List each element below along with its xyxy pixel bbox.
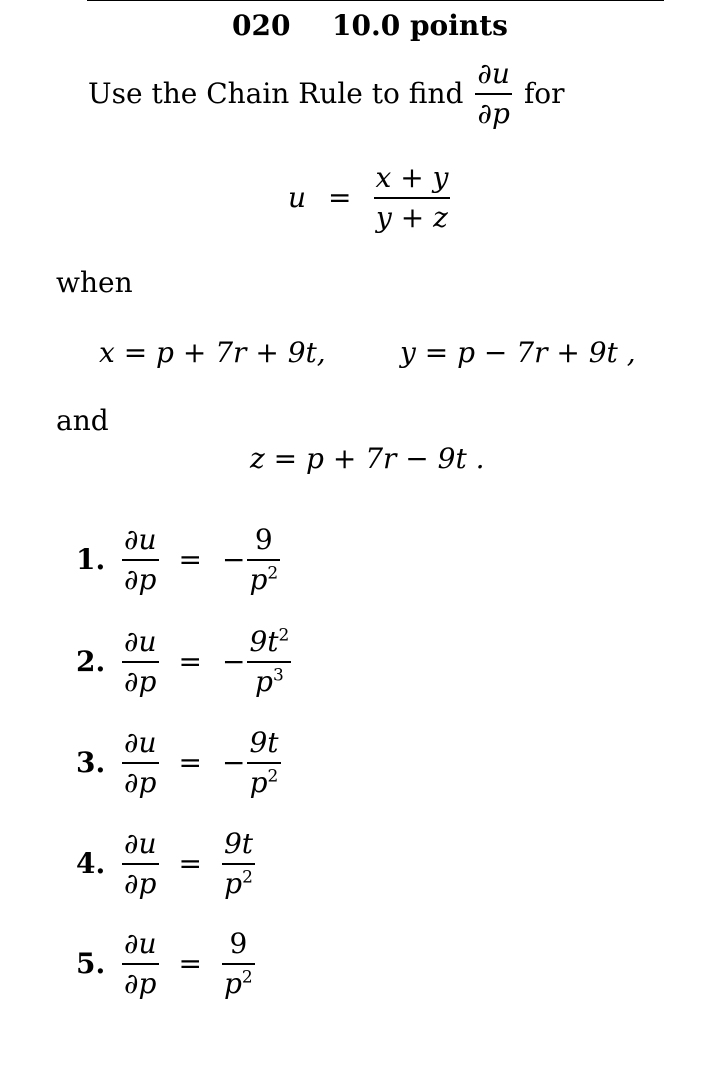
choice-equals: = xyxy=(178,947,202,981)
fraction-bar xyxy=(122,661,159,663)
when-label: when xyxy=(56,266,133,299)
choice-derivative-denominator: ∂p xyxy=(124,562,157,596)
prompt-text: Use the Chain Rule to find xyxy=(88,77,464,111)
z-definition: z = p + 7r − 9t . xyxy=(250,442,485,475)
choice-answer-numerator: 9 xyxy=(254,523,273,556)
function-fraction xyxy=(374,162,451,234)
choice-answer-numerator xyxy=(247,626,291,658)
x-definition: x = p + 7r + 9t, xyxy=(99,336,326,369)
y-definition: y = p − 7r + 9t , xyxy=(400,336,636,369)
choice-answer-denominator xyxy=(247,564,280,596)
choice-answer-denominator xyxy=(253,666,286,698)
choice-derivative-denominator: ∂p xyxy=(124,765,157,799)
choice-derivative-numerator: ∂u xyxy=(124,927,157,960)
fraction-bar xyxy=(222,963,255,965)
fraction-bar xyxy=(247,559,280,561)
den-exponent: 3 xyxy=(272,665,284,686)
choice-answer xyxy=(247,727,280,799)
choice-derivative-numerator: ∂u xyxy=(124,523,157,556)
num-base: 9t xyxy=(249,625,279,658)
choice-equals: = xyxy=(178,746,202,780)
fraction-bar xyxy=(475,93,512,95)
choice-derivative-denominator: ∂p xyxy=(124,664,157,698)
num-exponent: 2 xyxy=(278,625,290,646)
question-number: 020 xyxy=(232,9,291,42)
question-points: 10.0 points xyxy=(332,9,508,42)
choice-item[interactable] xyxy=(76,828,255,900)
fraction-bar xyxy=(247,661,291,663)
choice-number: 2. xyxy=(76,645,106,679)
choice-answer-numerator: 9t xyxy=(223,827,254,860)
fraction-bar xyxy=(374,197,451,199)
choice-derivative xyxy=(122,626,159,698)
choice-number: 3. xyxy=(76,746,106,780)
choice-answer xyxy=(222,928,255,1000)
choice-equals: = xyxy=(178,847,202,881)
fraction-bar xyxy=(247,762,280,764)
prompt-line xyxy=(88,58,565,130)
fraction-bar xyxy=(122,559,159,561)
choice-answer-denominator xyxy=(222,968,255,1000)
fraction-bar xyxy=(222,863,255,865)
den-base: p xyxy=(255,664,273,698)
choice-item[interactable] xyxy=(76,928,255,1000)
function-definition xyxy=(288,162,450,234)
den-base: p xyxy=(223,966,242,1000)
den-exponent: 2 xyxy=(267,563,279,584)
choice-derivative-numerator: ∂u xyxy=(124,726,157,759)
prompt-for: for xyxy=(523,77,565,111)
function-numerator: x + y xyxy=(375,161,449,194)
choice-item[interactable] xyxy=(76,727,281,799)
choice-derivative-numerator: ∂u xyxy=(124,625,157,658)
prompt-derivative xyxy=(475,58,512,130)
choice-derivative-denominator: ∂p xyxy=(124,866,157,900)
choice-sign: − xyxy=(221,746,246,780)
choice-answer-numerator: 9 xyxy=(229,927,248,960)
choice-answer xyxy=(247,524,280,596)
choice-sign: − xyxy=(221,645,246,679)
prompt-derivative-numerator: ∂u xyxy=(477,57,510,90)
choice-answer-numerator: 9t xyxy=(249,726,279,759)
choice-answer xyxy=(247,626,291,698)
choice-derivative-numerator: ∂u xyxy=(124,827,157,860)
choice-item[interactable] xyxy=(76,626,291,698)
den-base: p xyxy=(249,562,268,596)
function-equals: = xyxy=(328,181,352,215)
choice-derivative xyxy=(122,524,159,596)
fraction-bar xyxy=(122,863,159,865)
choice-derivative xyxy=(122,727,159,799)
choice-number: 5. xyxy=(76,947,106,981)
choice-derivative-denominator: ∂p xyxy=(124,966,157,1000)
prompt-derivative-denominator: ∂p xyxy=(477,96,510,130)
and-label: and xyxy=(56,404,109,437)
choice-number: 4. xyxy=(76,847,106,881)
choice-sign: − xyxy=(221,543,246,577)
choice-equals: = xyxy=(178,543,202,577)
den-base: p xyxy=(224,866,243,900)
choice-derivative xyxy=(122,928,159,1000)
den-exponent: 2 xyxy=(267,766,279,787)
function-lhs: u xyxy=(288,181,307,215)
choice-item[interactable] xyxy=(76,524,280,596)
fraction-bar xyxy=(122,762,159,764)
den-base: p xyxy=(249,765,268,799)
choice-answer-denominator xyxy=(222,868,255,900)
den-exponent: 2 xyxy=(242,867,253,888)
choice-equals: = xyxy=(178,645,202,679)
fraction-bar xyxy=(122,963,159,965)
den-exponent: 2 xyxy=(241,967,253,988)
function-denominator: y + z xyxy=(376,200,448,234)
choice-derivative xyxy=(122,828,159,900)
choice-number: 1. xyxy=(76,543,106,577)
choice-answer-denominator xyxy=(248,767,281,799)
top-rule xyxy=(87,0,664,1)
choice-answer xyxy=(222,828,255,900)
